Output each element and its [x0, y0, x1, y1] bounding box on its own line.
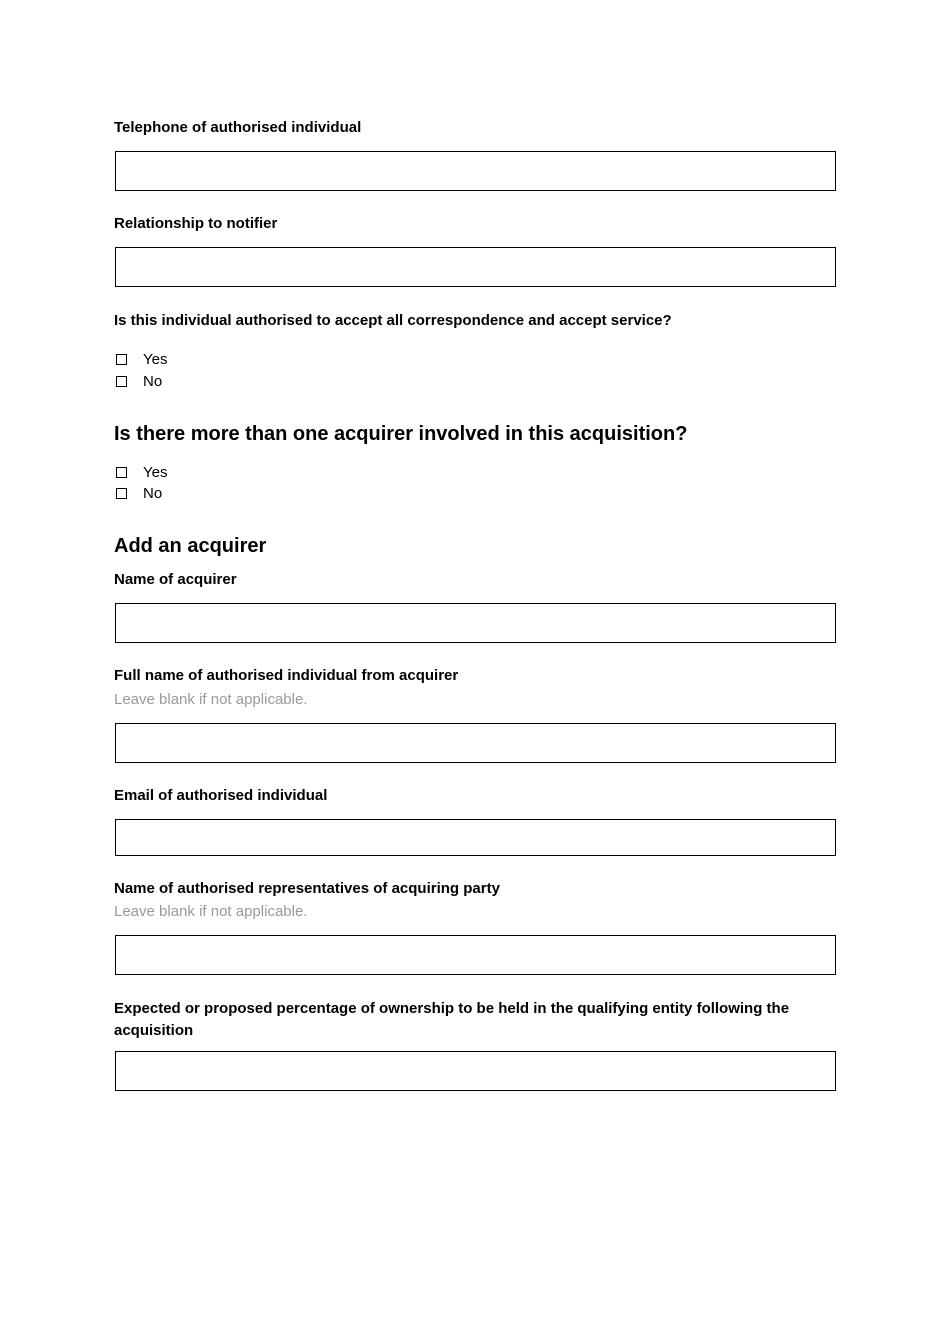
option-label: Yes — [143, 463, 168, 481]
authorised-individual-name-hint: Leave blank if not applicable. — [114, 691, 308, 708]
accept-service-yes-option[interactable] — [116, 350, 167, 368]
authorised-individual-name-input[interactable] — [115, 723, 836, 763]
authorised-email-input[interactable] — [115, 819, 836, 856]
authorised-email-label: Email of authorised individual — [114, 787, 328, 804]
checkbox-icon[interactable] — [116, 467, 127, 478]
representatives-input[interactable] — [115, 935, 836, 975]
accept-service-no-option[interactable] — [116, 372, 162, 390]
checkbox-icon[interactable] — [116, 488, 127, 499]
add-acquirer-heading: Add an acquirer — [114, 535, 267, 557]
multiple-acquirers-question: Is there more than one acquirer involved in this acquisition? — [114, 423, 688, 445]
option-label: No — [143, 484, 163, 502]
telephone-input[interactable] — [115, 151, 836, 191]
acquirer-name-input[interactable] — [115, 603, 836, 643]
option-label: Yes — [143, 350, 168, 368]
telephone-label: Telephone of authorised individual — [114, 119, 362, 136]
ownership-percentage-label: Expected or proposed percentage of ownership to be held in the qualifying entity following the acquisition — [114, 1000, 790, 1039]
accept-service-question: Is this individual authorised to accept all correspondence and accept service? — [114, 312, 672, 329]
relationship-input[interactable] — [115, 247, 836, 287]
checkbox-icon[interactable] — [116, 354, 127, 365]
multiple-acquirers-yes-option[interactable] — [116, 463, 167, 481]
relationship-label: Relationship to notifier — [114, 215, 278, 232]
representatives-hint: Leave blank if not applicable. — [114, 903, 308, 920]
representatives-label: Name of authorised representatives of acquiring party — [114, 880, 500, 897]
option-label: No — [143, 372, 163, 390]
acquirer-name-label: Name of acquirer — [114, 571, 237, 588]
authorised-individual-name-label: Full name of authorised individual from acquirer — [114, 667, 459, 684]
ownership-percentage-input[interactable] — [115, 1051, 836, 1091]
checkbox-icon[interactable] — [116, 376, 127, 387]
multiple-acquirers-no-option[interactable] — [116, 484, 162, 502]
